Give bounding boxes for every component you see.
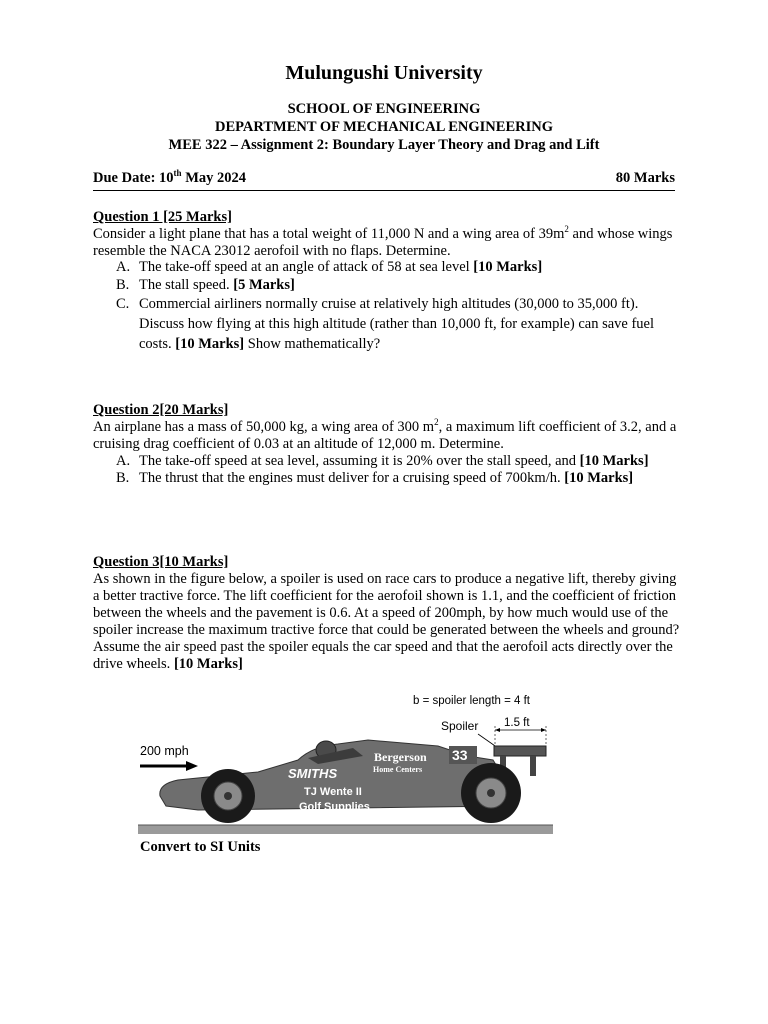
- list-item: A. The take-off speed at an angle of attack of 58 at sea level [10 Marks]: [116, 259, 543, 275]
- total-marks: 80 Marks: [615, 170, 675, 186]
- list-item: A. The take-off speed at sea level, assuming it is 20% over the stall speed, and [10 Marks]: [116, 453, 649, 469]
- spoiler-strut: [530, 756, 536, 776]
- question-2-parts: [116, 453, 676, 487]
- question-3-title: Question 3[10 Marks]: [93, 554, 229, 570]
- speed-label: 200 mph: [140, 744, 189, 758]
- list-item: C. Commercial airliners normally cruise at relatively high altitudes (30,000 to 35,000 ft). Discuss how flying at this high altitude (rather than 10,000 ft, for example) can save fuel costs. [10 Marks] Show mathematically?: [116, 296, 655, 352]
- front-wheel-nut: [224, 792, 232, 800]
- question-3-text: As shown in the figure below, a spoiler is used on race cars to produce a negative lift, thereby giving a better tractive force. The lift coefficient for the aerofoil shown is 1.1, and the coefficient of friction between the wheels and the pavement is 0.6. At a speed of 200mph, by how much would use of the spoiler increase the maximum tractive force that could be generated between the wheels and ground? Assume the air speed past the spoiler equals the car speed and that the aerofoil acts directly over the drive wheels. [10 Marks]: [93, 571, 680, 672]
- car-number: 33: [452, 747, 468, 763]
- dimension-label: 1.5 ft: [504, 717, 530, 729]
- arrowhead-icon: [541, 728, 546, 732]
- race-car-figure: [138, 688, 553, 836]
- question-2: [93, 402, 683, 453]
- ground: [138, 825, 553, 834]
- rear-wheel-nut: [487, 789, 495, 797]
- arrowhead-icon: [495, 728, 500, 732]
- department-heading: DEPARTMENT OF MECHANICAL ENGINEERING: [215, 119, 553, 135]
- question-2-text: An airplane has a mass of 50,000 kg, a wing area of 300 $m^2$, a maximum lift coefficient of 3.2, and a cruising drag coefficient of 0.03 at an altitude of 12,000 m. Determine.: [93, 417, 677, 452]
- question-1-text: Consider a light plane that has a total weight of 11,000 N and a wing area of $39m^2$ and whose wings resemble the NACA 23012 aerofoil with no flaps. Determine.: [93, 224, 673, 259]
- sponsor-text: SMITHS: [288, 766, 338, 781]
- due-date-row: [93, 170, 675, 191]
- question-1: [93, 209, 683, 260]
- assignment-heading: MEE 322 – Assignment 2: Boundary Layer Theory and Drag and Lift: [168, 137, 600, 153]
- sponsor-text: Golf Supplies: [299, 801, 370, 813]
- school-heading: SCHOOL OF ENGINEERING: [287, 101, 481, 117]
- spoiler-label: Spoiler: [441, 719, 479, 733]
- question-1-title: Question 1 [25 Marks]: [93, 209, 232, 225]
- sponsor-text: Home Centers: [373, 765, 423, 774]
- spoiler-length-label: b = spoiler length = 4 ft: [413, 695, 530, 707]
- question-2-title: Question 2[20 Marks]: [93, 402, 229, 418]
- list-item: B. The thrust that the engines must deliver for a cruising speed of 700km/h. [10 Marks]: [116, 470, 634, 486]
- sponsor-text: TJ Wente II: [304, 786, 362, 798]
- due-date: Due Date: 10th May 2024: [93, 168, 246, 186]
- university-title: Mulungushi University: [285, 62, 483, 84]
- sponsor-text: Bergerson: [374, 750, 427, 764]
- convert-note: Convert to SI Units: [140, 839, 261, 855]
- question-1-parts: [116, 258, 676, 354]
- arrowhead-icon: [186, 761, 198, 771]
- list-item: B. The stall speed. [5 Marks]: [116, 277, 295, 293]
- question-3: [93, 554, 683, 673]
- spoiler-wing: [494, 746, 546, 756]
